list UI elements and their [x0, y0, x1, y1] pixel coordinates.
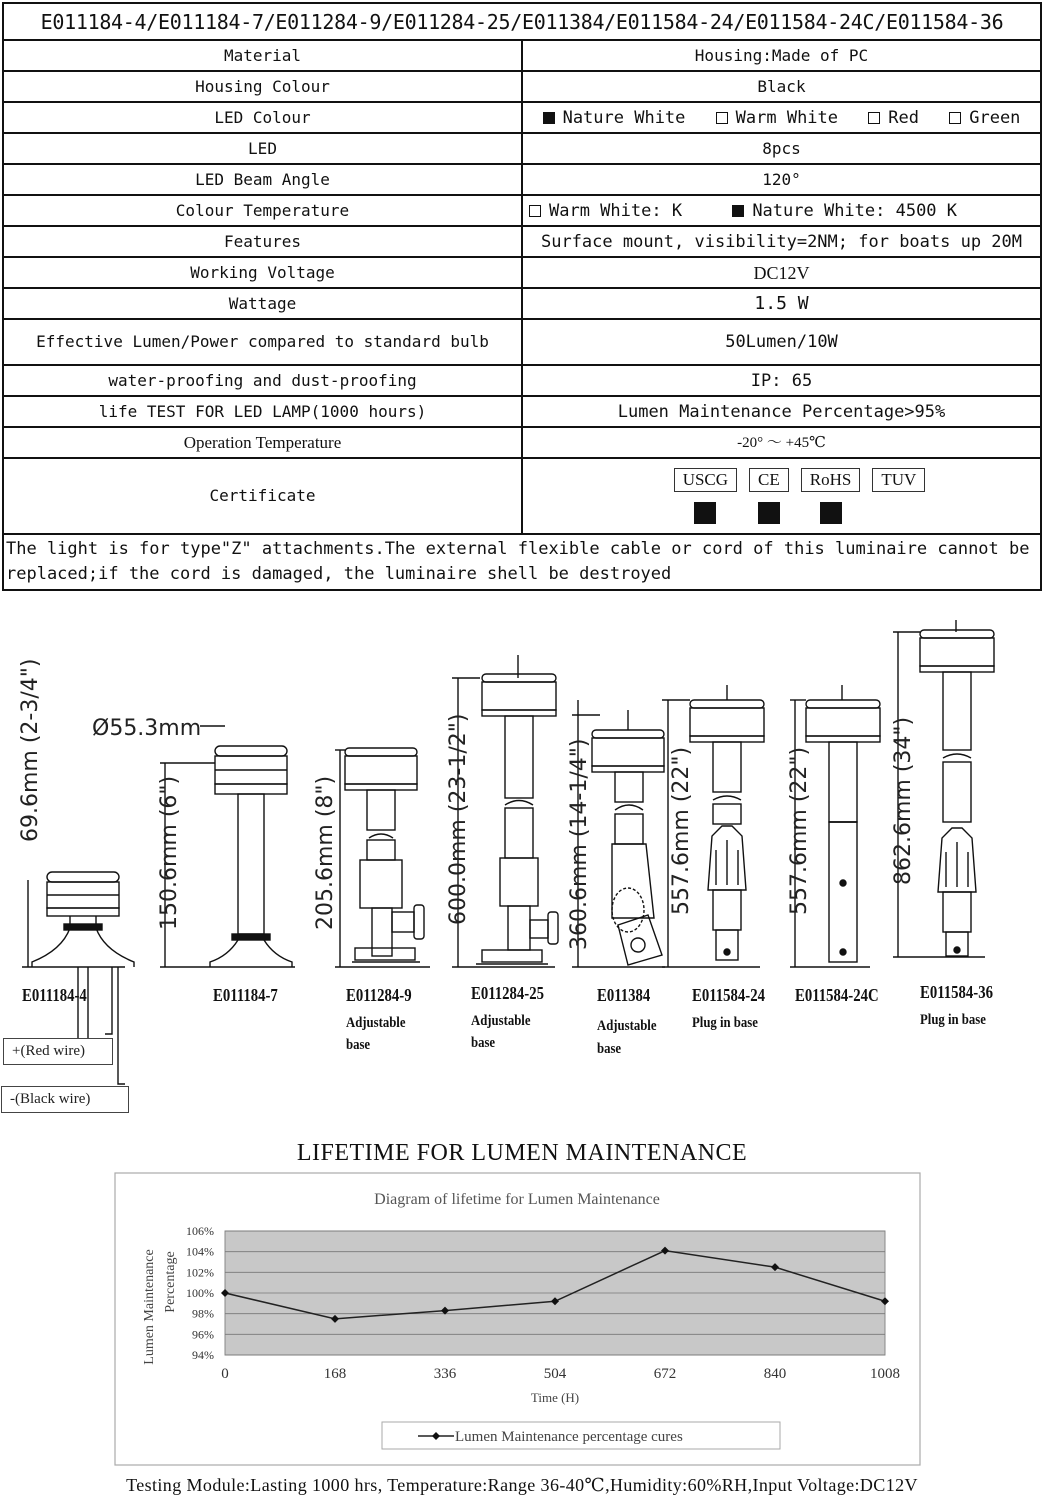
y-tick-label: 100%	[186, 1286, 214, 1300]
y-tick-label: 102%	[186, 1265, 214, 1280]
model-subtitle: Adjustable	[346, 1015, 406, 1031]
colour-temp-options	[522, 195, 1041, 226]
colour-temp-option: Nature White: 4500 K	[732, 201, 957, 221]
certificate-cell	[522, 458, 1041, 534]
led-colour-label: LED Colour	[3, 102, 522, 133]
certificate-label: Certificate	[3, 458, 522, 534]
x-axis-label: Time (H)	[530, 1390, 580, 1405]
dimension-drawings	[0, 600, 1044, 1140]
model-subtitle: Plug in base	[920, 1012, 986, 1028]
light-drawings-svg	[0, 600, 1044, 1140]
led-label: LED	[3, 133, 522, 164]
diameter-label: Ø55.3mm	[92, 716, 202, 741]
certificate-check-mark	[888, 502, 910, 524]
certificate-check-mark	[694, 502, 716, 524]
model-subtitle: base	[597, 1041, 622, 1057]
checkbox-icon	[543, 112, 555, 124]
black-wire-label: -(Black wire)	[1, 1086, 129, 1113]
model-subtitle: Adjustable	[597, 1018, 657, 1034]
x-tick-label: 672	[653, 1366, 677, 1382]
housing-colour-label: Housing Colour	[3, 71, 522, 102]
model-name: E011284-9	[346, 985, 412, 1005]
op-temp-label: Operation Temperature	[3, 427, 522, 458]
x-tick-label: 168	[323, 1366, 347, 1382]
features-label: Features	[3, 226, 522, 257]
certificate-item	[749, 468, 789, 524]
checkbox-icon	[949, 112, 961, 124]
lumen-label: Effective Lumen/Power compared to standard bulb	[3, 319, 522, 365]
light-drawing-e011284-9	[335, 748, 430, 967]
certificate-check-mark	[820, 502, 842, 524]
y-tick-label: 106%	[186, 1224, 214, 1238]
model-name: E011584-24	[692, 985, 765, 1005]
led-colour-option: Nature White	[543, 108, 686, 128]
ip-label: water-proofing and dust-proofing	[3, 365, 522, 396]
led-colour-option: Red	[868, 108, 919, 128]
led-colour-options	[522, 102, 1041, 133]
checkbox-icon	[529, 205, 541, 217]
model-subtitle: Plug in base	[692, 1015, 758, 1031]
checkbox-icon	[732, 205, 744, 217]
model-subtitle: base	[471, 1035, 496, 1051]
beam-angle-value: 120°	[522, 164, 1041, 195]
model-subtitle: base	[346, 1037, 371, 1053]
model-subtitle: Adjustable	[471, 1013, 531, 1029]
lumen-value: 50Lumen/10W	[522, 319, 1041, 365]
x-tick-label: 1008	[870, 1366, 900, 1382]
chart-title: Diagram of lifetime for Lumen Maintenance	[374, 1191, 660, 1208]
model-name: E011184-4	[22, 985, 87, 1005]
colour-temp-option: Warm White: K	[529, 201, 682, 221]
cord-note: The light is for type"Z" attachments.The external flexible cable or cord of this luminaire cannot be replaced;if the cord is damaged, the luminaire shell be destroyed	[3, 534, 1041, 590]
dimension-label: 150.6mm (6")	[157, 775, 182, 930]
model-name: E011384	[597, 985, 651, 1005]
y-axis-label: Lumen Maintenance	[142, 1249, 157, 1365]
features-value: Surface mount, visibility=2NM; for boats up 20M	[522, 226, 1041, 257]
certificate-name: TUV	[872, 468, 925, 492]
x-tick-label: 504	[543, 1366, 567, 1382]
voltage-label: Working Voltage	[3, 257, 522, 288]
led-colour-option: Warm White	[716, 108, 838, 128]
y-tick-label: 104%	[186, 1244, 214, 1259]
certificate-check-mark	[758, 502, 780, 524]
life-label: life TEST FOR LED LAMP(1000 hours)	[3, 396, 522, 427]
y-axis-label: Percentage	[163, 1251, 178, 1313]
wattage-label: Wattage	[3, 288, 522, 319]
material-label: Material	[3, 40, 522, 71]
certificate-item	[801, 468, 861, 524]
dimension-label: 557.6mm (22")	[669, 746, 694, 915]
housing-colour-value: Black	[522, 71, 1041, 102]
y-tick-label: 96%	[192, 1327, 214, 1342]
checkbox-icon	[868, 112, 880, 124]
testing-conditions: Testing Module:Lasting 1000 hrs, Temperature:Range 36-40℃,Humidity:60%RH,Input Voltage:DC12V	[126, 1475, 918, 1495]
dimension-label: 600.0mm (23-1/2")	[446, 713, 471, 925]
material-value: Housing:Made of PC	[522, 40, 1041, 71]
x-tick-label: 0	[221, 1366, 229, 1382]
beam-angle-label: LED Beam Angle	[3, 164, 522, 195]
model-name: E011284-25	[471, 983, 544, 1003]
voltage-value: DC12V	[522, 257, 1041, 288]
checkbox-icon	[716, 112, 728, 124]
wattage-value: 1.5 W	[522, 288, 1041, 319]
certificate-item	[872, 468, 925, 524]
dimension-label: 557.6mm (22")	[787, 746, 812, 915]
model-name: E011584-24C	[795, 985, 879, 1005]
x-tick-label: 840	[763, 1366, 787, 1382]
legend-label: Lumen Maintenance percentage cures	[455, 1429, 683, 1445]
life-value: Lumen Maintenance Percentage>95%	[522, 396, 1041, 427]
certificate-name: CE	[749, 468, 789, 492]
dimension-label: 205.6mm (8")	[313, 775, 338, 930]
model-list-title: E011184-4/E011184-7/E011284-9/E011284-25/E011384/E011584-24/E011584-24C/E011584-36	[3, 3, 1041, 40]
chart-heading: LIFETIME FOR LUMEN MAINTENANCE	[296, 1140, 748, 1166]
led-colour-option: Green	[949, 108, 1020, 128]
led-value: 8pcs	[522, 133, 1041, 164]
spec-table	[2, 2, 1042, 591]
colour-temp-label: Colour Temperature	[3, 195, 522, 226]
certificate-name: RoHS	[801, 468, 861, 492]
op-temp-value: -20° ～ +45℃	[522, 427, 1041, 458]
model-name: E011184-7	[213, 985, 278, 1005]
lumen-chart	[0, 1170, 1044, 1470]
y-tick-label: 94%	[192, 1348, 214, 1362]
dimension-label: 69.6mm (2-3/4")	[18, 658, 43, 842]
red-wire-label: +(Red wire)	[3, 1038, 113, 1065]
y-tick-label: 98%	[192, 1306, 214, 1321]
certificate-item	[674, 468, 737, 524]
ip-value: IP: 65	[522, 365, 1041, 396]
dimension-label: 360.6mm (14-1/4")	[567, 738, 592, 950]
dimension-label: 862.6mm (34")	[891, 716, 916, 885]
certificate-name: USCG	[674, 468, 737, 492]
model-name: E011584-36	[920, 982, 993, 1002]
x-tick-label: 336	[433, 1366, 457, 1382]
